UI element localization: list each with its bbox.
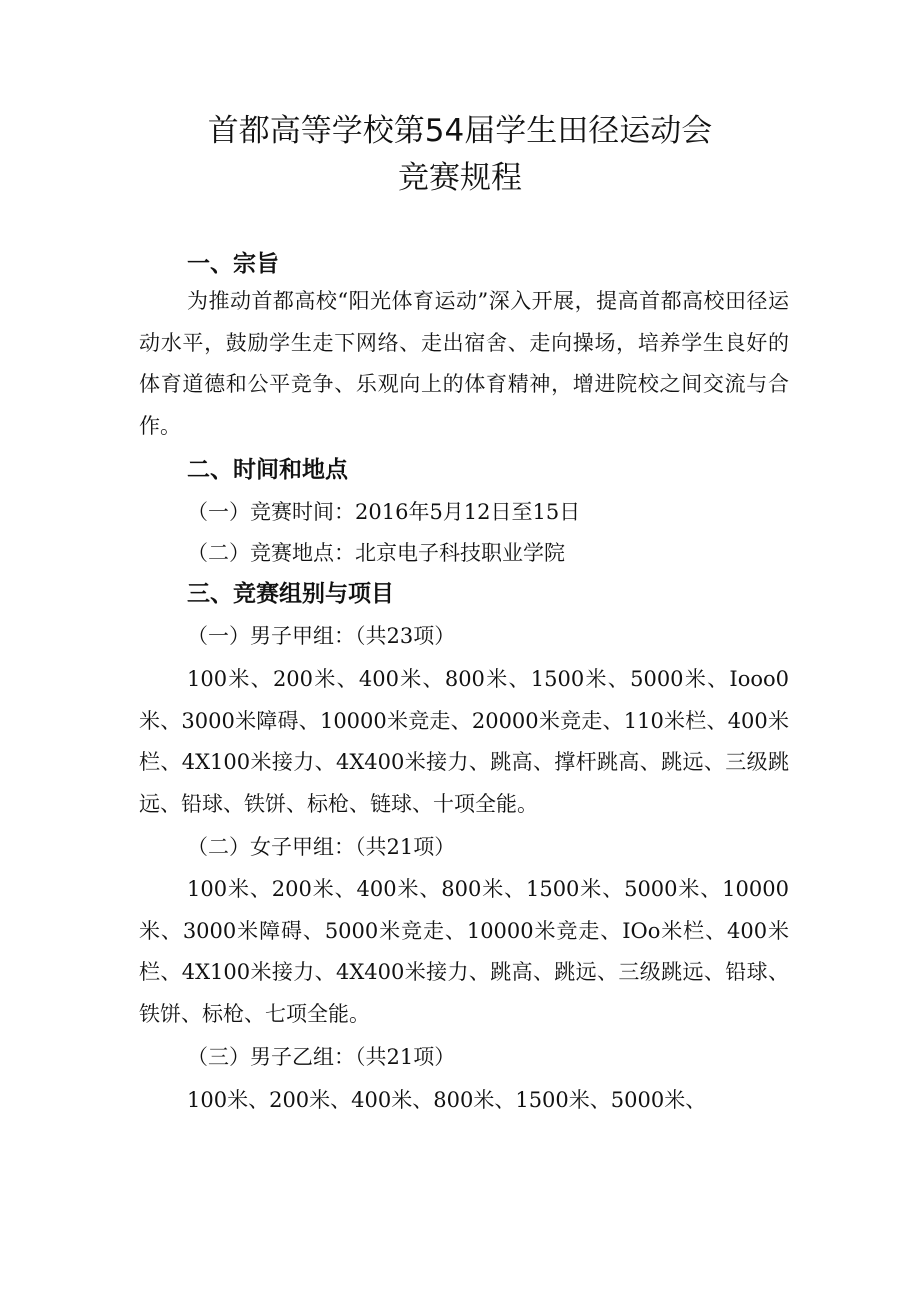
events-men-a: 100米、200米、400米、800米、1500米、5000米、Iooo0米、3000米障碍、10000米竞走、20000米竞走、110米栏、400米栏、4X100米接力、4X400米接力、跳高、撑杆跳高、跳远、三级跳远、铅球、铁饼、标枪、链球、十项全能。 bbox=[139, 667, 789, 816]
group-label-men-b: （三）男子乙组：（共21项） bbox=[187, 1045, 456, 1069]
group-label-men-a: （一）男子甲组：（共23项） bbox=[187, 624, 456, 648]
document-title: 首都高等学校第54届学生田径运动会 bbox=[207, 113, 713, 149]
section-heading-purpose: 一、宗旨 bbox=[187, 251, 279, 277]
events-women-a: 100米、200米、400米、800米、1500米、5000米、10000米、3000米障碍、5000米竞走、10000米竞走、IOo米栏、400米栏、4X100米接力、4X400米接力、跳高、跳远、三级跳远、铅球、铁饼、标枪、七项全能。 bbox=[139, 877, 789, 1026]
purpose-paragraph: 为推动首都高校“阳光体育运动”深入开展，提高首都高校田径运动水平，鼓励学生走下网络、走出宿舍、走向操场，培养学生良好的体育道德和公平竞争、乐观向上的体育精神，增进院校之间交流与合作。 bbox=[139, 289, 789, 438]
competition-venue: （二）竞赛地点：北京电子科技职业学院 bbox=[187, 541, 565, 565]
group-label-women-a: （二）女子甲组：（共21项） bbox=[187, 835, 456, 859]
section-heading-groups-events: 三、竞赛组别与项目 bbox=[187, 581, 394, 607]
competition-time: （一）竞赛时间：2016年5月12日至15日 bbox=[187, 500, 581, 524]
events-men-b: 100米、200米、400米、800米、1500米、5000米、 bbox=[187, 1088, 707, 1112]
document-subtitle: 竞赛规程 bbox=[398, 160, 522, 196]
section-heading-time-place: 二、时间和地点 bbox=[187, 457, 348, 483]
